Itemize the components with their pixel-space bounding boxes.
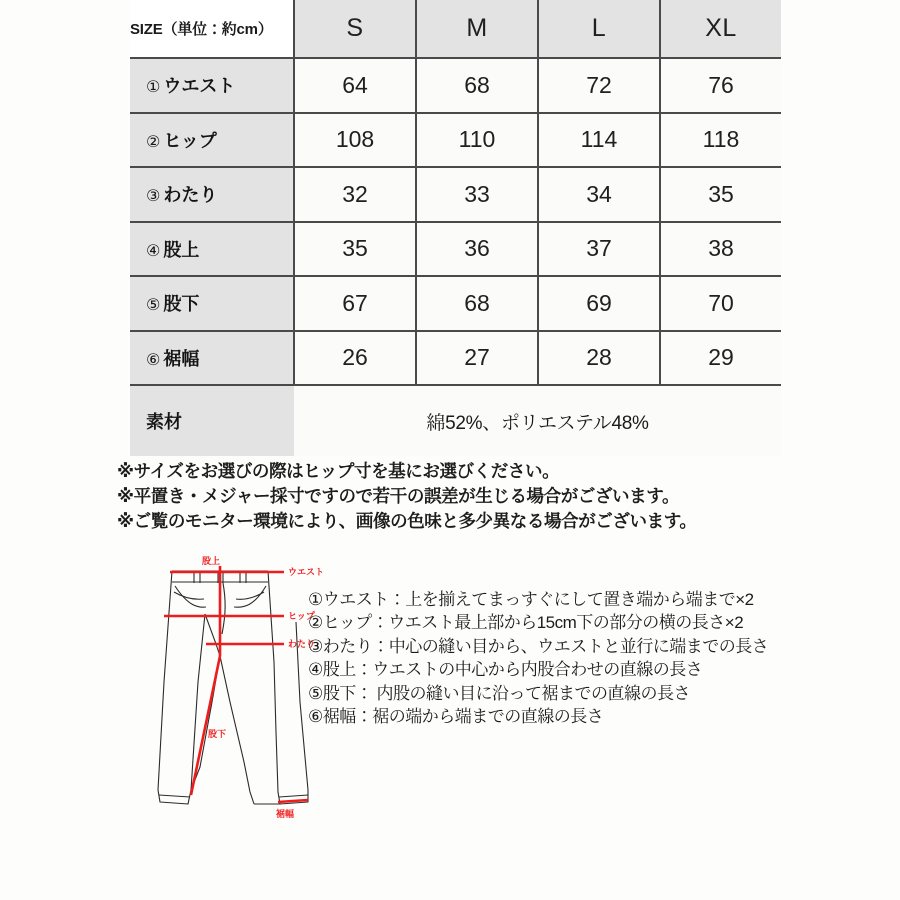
note-line: ※平置き・メジャー採寸ですので若干の誤差が生じる場合がございます。 (117, 486, 680, 506)
row-label-rise (130, 222, 294, 277)
measurement-lines (164, 566, 308, 802)
cell-thigh-xl: 35 (660, 167, 781, 222)
label-hip: ヒップ (288, 611, 315, 621)
cell-waist-m: 68 (416, 58, 538, 113)
size-table (130, 0, 781, 456)
note-line: ※ご覧のモニター環境により、画像の色味と多少異なる場合がございます。 (117, 511, 697, 531)
desc-line-inseam: ⑤股下： 内股の縫い目に沿って裾までの直線の長さ (308, 683, 690, 703)
table-row (130, 222, 781, 277)
desc-line-hip: ②ヒップ：ウエスト最上部から15cm下の部分の横の長さ×2 (308, 613, 744, 633)
table-title: SIZE（単位：約cm） (130, 0, 294, 58)
row-label-text: ヒップ (163, 130, 217, 151)
measurement-description-list (308, 588, 808, 728)
table-row (130, 331, 781, 386)
desc-line-hem: ⑥裾幅：裾の端から端までの直線の長さ (308, 707, 604, 727)
cell-inseam-s: 67 (294, 276, 416, 331)
cell-thigh-s: 32 (294, 167, 416, 222)
row-label-text: わたり (163, 185, 218, 206)
material-value: 綿52%、ポリエステル48% (294, 385, 781, 456)
cell-hem-s: 26 (294, 331, 416, 386)
desc-line-rise: ④股上：ウエストの中心から内股合わせの直線の長さ (308, 660, 703, 680)
cell-hip-l: 114 (538, 113, 660, 168)
cell-rise-l: 37 (538, 222, 660, 277)
row-number: ⑤ (146, 297, 161, 315)
row-label-hem (130, 331, 294, 386)
cell-rise-s: 35 (294, 222, 416, 277)
cell-inseam-xl: 70 (660, 276, 781, 331)
cell-inseam-l: 69 (538, 276, 660, 331)
row-label-thigh (130, 167, 294, 222)
row-label-text: 股上 (163, 239, 200, 260)
row-label-text: 股下 (163, 294, 200, 315)
label-hem: 裾幅 (276, 809, 295, 819)
row-number: ④ (146, 242, 161, 260)
row-number: ① (146, 79, 161, 97)
pants-outline-icon (158, 571, 308, 804)
size-header-m: M (416, 0, 538, 58)
row-number: ⑥ (146, 351, 161, 369)
row-label-hip (130, 113, 294, 168)
cell-rise-m: 36 (416, 222, 538, 277)
cell-hem-m: 27 (416, 331, 538, 386)
table-row (130, 276, 781, 331)
row-label-text: ウエスト (163, 76, 236, 97)
cell-hem-xl: 29 (660, 331, 781, 386)
table-row (130, 167, 781, 222)
label-inseam: 股下 (208, 729, 227, 739)
cell-hip-xl: 118 (660, 113, 781, 168)
desc-line-thigh: ③わたり：中心の縫い目から、ウエストと並行に端までの長さ (308, 636, 769, 656)
cell-hem-l: 28 (538, 331, 660, 386)
label-waist: ウエスト (288, 567, 325, 577)
size-header-xl: XL (660, 0, 781, 58)
cell-waist-s: 64 (294, 58, 416, 113)
cell-hip-m: 110 (416, 113, 538, 168)
hem-measure-line (278, 800, 308, 802)
material-row (130, 385, 781, 456)
row-label-text: 裾幅 (163, 348, 200, 369)
note-line: ※サイズをお選びの際はヒップ寸を基にお選びください。 (117, 461, 560, 481)
table-row (130, 58, 781, 113)
row-number: ② (146, 133, 161, 151)
row-number: ③ (146, 188, 161, 206)
material-label: 素材 (130, 385, 294, 456)
cell-rise-xl: 38 (660, 222, 781, 277)
table-header-row (130, 0, 781, 58)
label-thigh: わたり (288, 639, 316, 649)
cell-hip-s: 108 (294, 113, 416, 168)
cell-waist-xl: 76 (660, 58, 781, 113)
size-header-l: L (538, 0, 660, 58)
size-header-s: S (294, 0, 416, 58)
row-label-inseam (130, 276, 294, 331)
row-label-waist (130, 58, 294, 113)
label-rise: 股上 (202, 556, 221, 566)
desc-line-waist: ①ウエスト：上を揃えてまっすぐにして置き端から端まで×2 (308, 590, 754, 609)
cell-thigh-l: 34 (538, 167, 660, 222)
cell-thigh-m: 33 (416, 167, 538, 222)
table-row (130, 113, 781, 168)
cell-inseam-m: 68 (416, 276, 538, 331)
cell-waist-l: 72 (538, 58, 660, 113)
notes-block (117, 459, 817, 534)
